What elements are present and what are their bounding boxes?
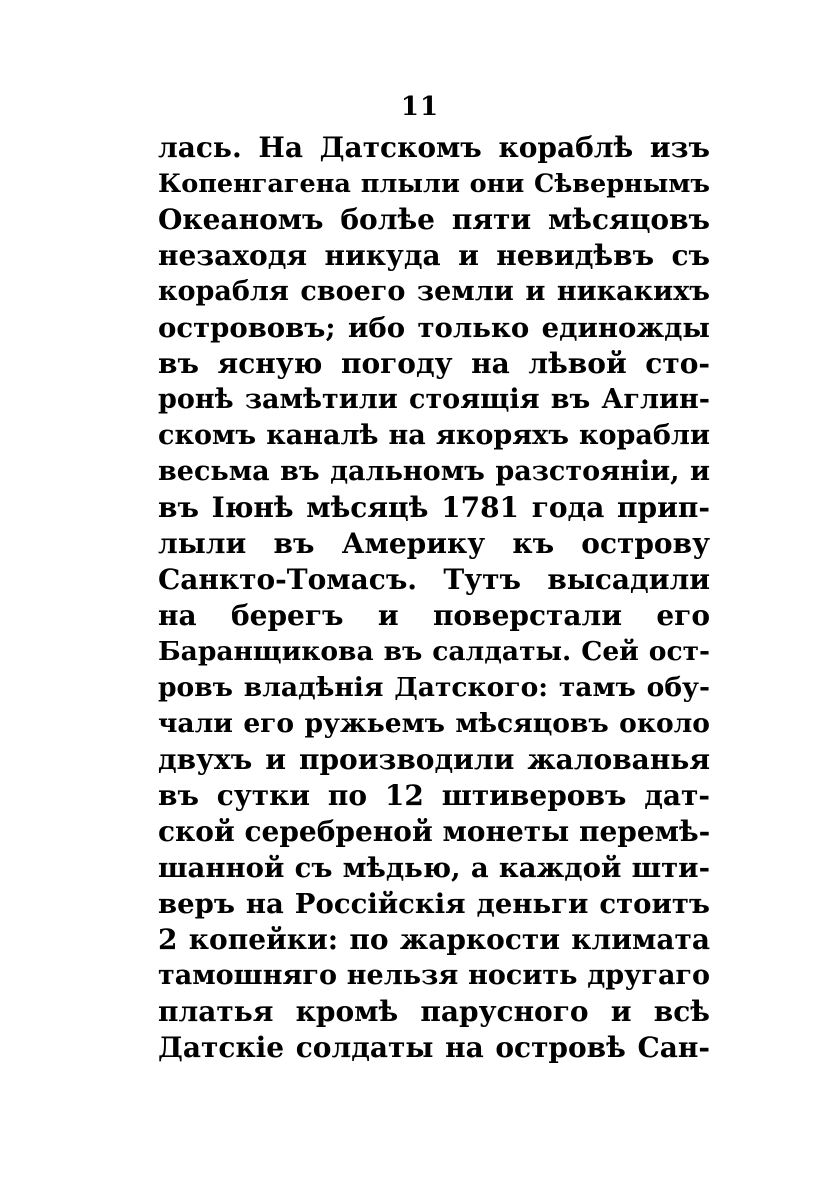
text-line: Копенгагена плыли они Сѣвернымъ [158, 169, 710, 199]
text-line: ской серебреной монеты перемѣ- [158, 815, 711, 848]
text-line: лыли въ Америку къ острову [158, 527, 710, 560]
text-line: тамошняго нельзя носить другаго [158, 960, 710, 991]
text-line: ронѣ замѣтили стоящія въ Аглин- [158, 384, 710, 415]
text-line: двухъ и производили жалованья [158, 743, 710, 776]
text-line: Океаномъ болѣе пяти мѣсяцовъ [158, 203, 710, 236]
text-line: веръ на Россійскія деньги стоитъ [158, 888, 710, 920]
text-line: незаходя никуда и невидѣвъ съ [158, 239, 710, 272]
text-line: весьма въ дальномъ разстояніи, и [158, 456, 710, 487]
text-line: на берегъ и поверстали его [158, 599, 710, 632]
text-line: Баранщикова въ салдаты. Сей ост- [158, 636, 710, 667]
text-line: 2 копейки: по жаркости климата [158, 923, 710, 956]
text-line: въ ясную погоду на лѣвой сто- [158, 347, 710, 380]
page-number: 11 [400, 92, 440, 122]
text-line: въ Іюнѣ мѣсяцѣ 1781 года прип- [158, 491, 710, 524]
body-text [158, 130, 710, 1066]
text-line: платья кромѣ парусного и всѣ [158, 995, 710, 1028]
text-line: корабля своего земли и никакихъ [158, 276, 710, 307]
text-line: Санкто-Томасъ. Тутъ высадили [158, 563, 710, 596]
text-line: въ сутки по 12 штиверовъ дат- [158, 779, 710, 812]
text-line: острововъ; ибо только единожды [158, 312, 710, 344]
text-line: Датскіе солдаты на островѣ Сан- [158, 1031, 710, 1064]
text-line: лась. На Датскомъ кораблѣ изъ [158, 131, 710, 164]
text-line: шанной съ мѣдью, а каждой шти- [158, 852, 710, 884]
text-line: скомъ каналѣ на якоряхъ корабли [158, 420, 710, 451]
text-line: чали его ружьемъ мѣсяцовъ около [158, 708, 710, 739]
text-line: ровъ владѣнія Датского: тамъ обу- [158, 672, 710, 703]
